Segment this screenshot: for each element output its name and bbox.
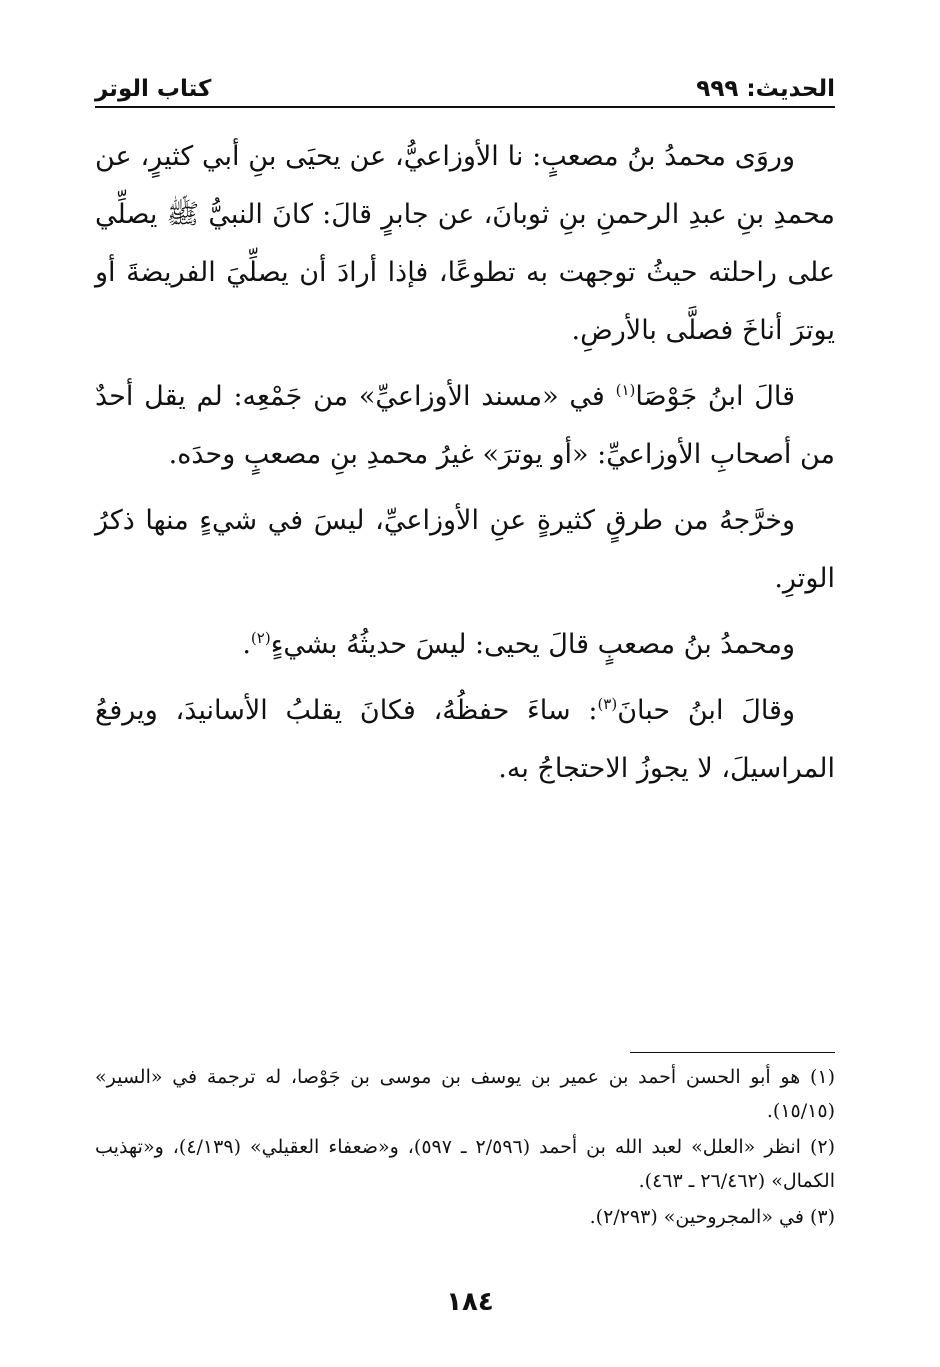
paragraph-3: وخرَّجهُ من طرقٍ كثيرةٍ عنِ الأوزاعيِّ، ليسَ في شيءٍ منها ذكرُ الوترِ. bbox=[95, 505, 835, 594]
footnotes bbox=[95, 1060, 835, 1236]
paragraph-4 bbox=[95, 616, 835, 674]
hadith-number-label: الحديث: ٩٩٩ bbox=[696, 76, 835, 102]
footnote-1: (١) هو أبو الحسن أحمد بن عمير بن يوسف بن موسى بن جَوْصا، له ترجمة في «السير» (١٥/١٥). bbox=[95, 1066, 835, 1122]
footnote-3: (٣) في «المجروحين» (٢/٢٩٣). bbox=[589, 1206, 835, 1228]
paragraph-5-lead: وقالَ ابنُ حبانَ bbox=[617, 695, 795, 726]
page-number: ١٨٤ bbox=[446, 1287, 494, 1317]
paragraph-2-lead: قالَ ابنُ جَوْصَا bbox=[635, 381, 795, 412]
book-title: كتاب الوتر bbox=[95, 76, 212, 102]
paragraph-5-sep: : bbox=[570, 695, 598, 726]
paragraph-2-text: في «مسند الأوزاعيِّ» من جَمْعِه: لم يقل أحدٌ من أصحابِ الأوزاعيِّ: «أو يوترَ» غيرُ محمدِ بنِ مصعبٍ وحدَه. bbox=[95, 381, 835, 470]
header-divider bbox=[95, 106, 835, 108]
footnote-ref-3: (٣) bbox=[597, 695, 618, 713]
running-header bbox=[95, 62, 835, 102]
footnote-2: (٢) انظر «العلل» لعبد الله بن أحمد (٢/٥٩٦ ـ ٥٩٧)، و«ضعفاء العقيلي» (٤/١٣٩)، و«تهذيب الكمال» (٢٦/٤٦٢ ـ ٤٦٣). bbox=[95, 1136, 836, 1192]
main-text bbox=[95, 128, 835, 806]
paragraph-1: وروَى محمدُ بنُ مصعبٍ: نا الأوزاعيُّ، عن يحيَى بنِ أبي كثيرٍ، عن محمدِ بنِ عبدِ الرحمنِ بنِ ثوبانَ، عن جابرٍ قالَ: كانَ النبيُّ ﷺ يصلِّي على راحلته حيثُ توجهت به تطوعًا، فإذا أرادَ أن يصلِّيَ الفريضةَ أو يوترَ أناخَ فصلَّى بالأرضِ. bbox=[95, 141, 835, 346]
footnote-divider bbox=[630, 1052, 835, 1053]
paragraph-4-end: . bbox=[242, 629, 251, 660]
paragraph-4-text: ومحمدُ بنُ مصعبٍ قالَ يحيى: ليسَ حديثُهُ بشيءٍ bbox=[270, 629, 795, 660]
paragraph-5 bbox=[95, 682, 835, 798]
footnote-ref-1: (١) bbox=[615, 381, 636, 399]
paragraph-2 bbox=[95, 368, 835, 484]
footnote-ref-2: (٢) bbox=[250, 629, 271, 647]
paragraph-5-text: ساءَ حفظُهُ، فكانَ يقلبُ الأسانيدَ، ويرفعُ المراسيلَ، لا يجوزُ الاحتجاجُ به. bbox=[95, 695, 835, 784]
